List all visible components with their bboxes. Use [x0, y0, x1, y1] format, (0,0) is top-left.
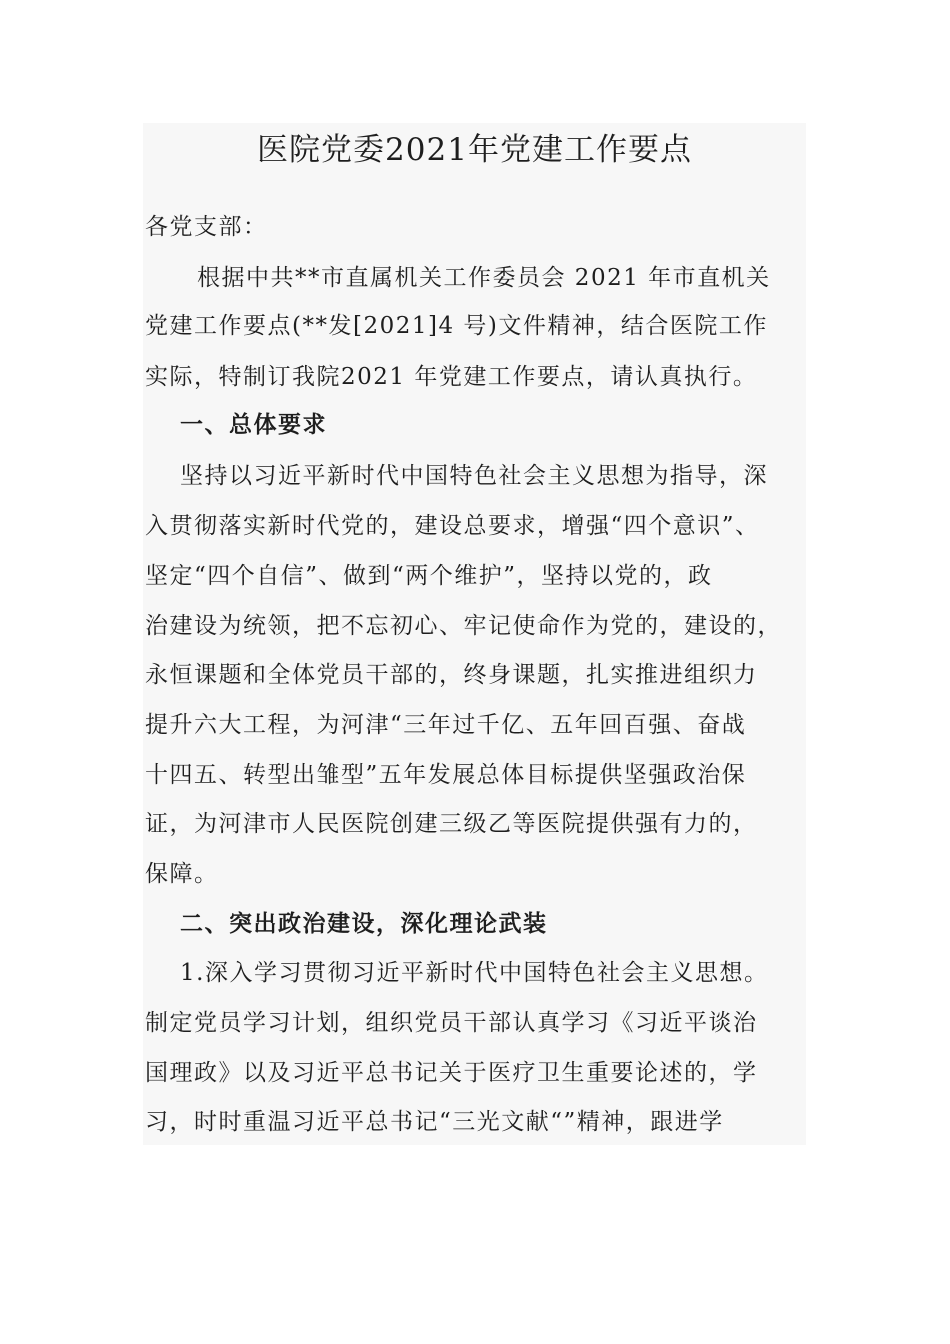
body-line: 习，时时重温习近平总书记“三光文献“”精神，跟进学 — [145, 1109, 724, 1135]
body-line: 坚持以习近平新时代中国特色社会主义思想为指导，深 — [180, 463, 768, 489]
document-title: 医院党委2021年党建工作要点 — [257, 132, 692, 168]
body-line: 入贯彻落实新时代党的，建设总要求，增强“四个意识”、 — [145, 513, 760, 539]
salutation: 各党支部： — [145, 214, 268, 240]
intro-line: 根据中共**市直属机关工作委员会 2021 年市直机关 — [197, 265, 771, 291]
section-heading-general: 一、总体要求 — [180, 411, 327, 438]
intro-line: 党建工作要点(**发[2021]4 号)文件精神，结合医院工作 — [145, 313, 768, 339]
body-line: 制定党员学习计划，组织党员干部认真学习《习近平谈治 — [145, 1010, 758, 1036]
section-heading-political: 二、突出政治建设，深化理论武装 — [180, 910, 548, 937]
body-line: 治建设为统领，把不忘初心、牢记使命作为党的，建设的， — [145, 613, 782, 639]
body-line: 国理政》以及习近平总书记关于医疗卫生重要论述的，学 — [145, 1060, 758, 1086]
body-line: 十四五、转型出雏型”五年发展总体目标提供坚强政治保 — [145, 762, 747, 788]
body-line: 保障。 — [145, 861, 219, 887]
body-line: 提升六大工程，为河津“三年过千亿、五年回百强、奋战 — [145, 712, 747, 738]
body-line: 坚定“四个自信”、做到“两个维护”，坚持以党的，政 — [145, 563, 713, 589]
intro-line: 实际，特制订我院2021 年党建工作要点，请认真执行。 — [145, 364, 758, 390]
body-line: 证，为河津市人民医院创建三级乙等医院提供强有力的， — [145, 811, 758, 837]
body-line: 永恒课题和全体党员干部的，终身课题，扎实推进组织力 — [145, 662, 758, 688]
body-line: 1.深入学习贯彻习近平新时代中国特色社会主义思想。 — [180, 960, 769, 986]
